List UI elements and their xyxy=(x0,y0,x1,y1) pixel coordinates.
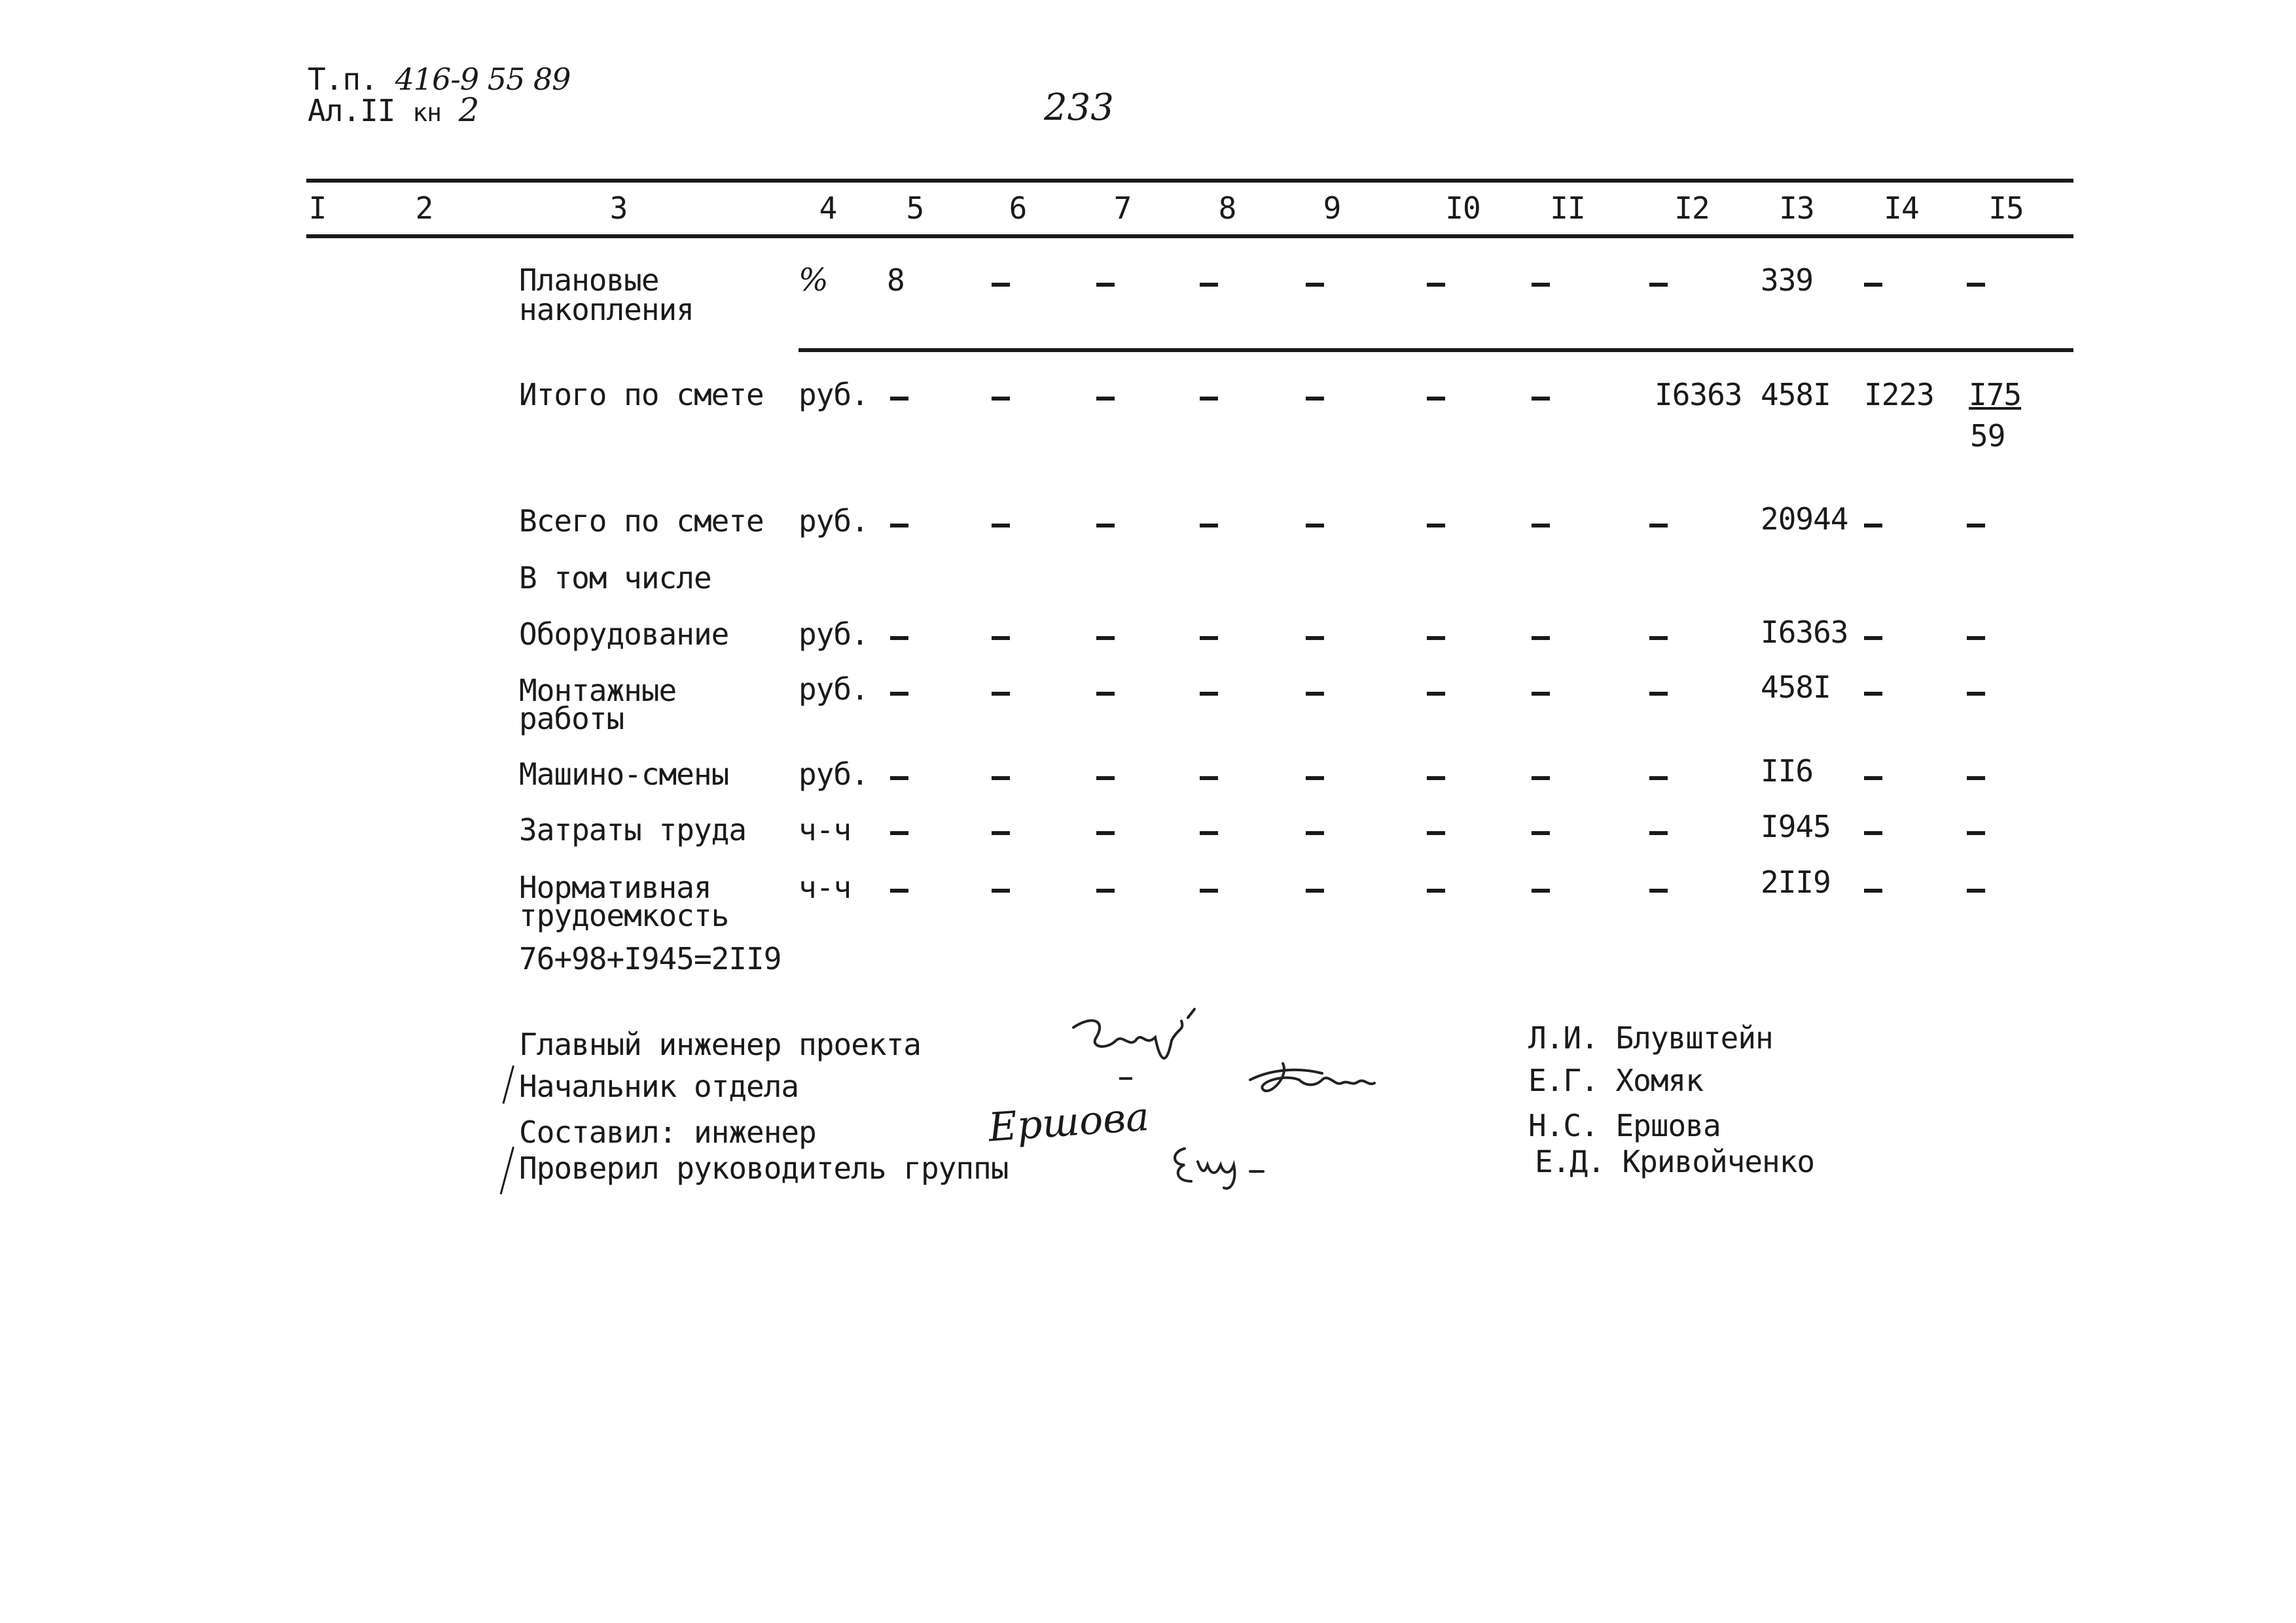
empty-cell-dash xyxy=(1532,283,1550,287)
empty-cell-dash xyxy=(1967,692,1985,696)
empty-cell-dash xyxy=(1649,283,1668,287)
empty-cell-dash xyxy=(1532,524,1550,527)
row-label: Нормативная xyxy=(519,870,711,905)
cell-c15-bottom: 59 xyxy=(1970,418,2005,454)
page-number: 233 xyxy=(1044,86,1114,129)
empty-cell-dash xyxy=(1967,776,1985,780)
empty-cell-dash xyxy=(1427,524,1445,527)
signature-scrawl-checked xyxy=(1165,1135,1296,1194)
col-header: 7 xyxy=(1113,190,1132,226)
empty-cell-dash xyxy=(1096,636,1115,640)
empty-cell-dash xyxy=(1096,889,1115,893)
row-unit: руб. xyxy=(798,377,869,412)
empty-cell-dash xyxy=(992,283,1010,287)
cell-c15-top: I75 xyxy=(1969,377,2022,412)
empty-cell-dash xyxy=(1200,889,1218,893)
signature-name-checked: Е.Д. Кривойченко xyxy=(1535,1144,1815,1179)
col-header: 4 xyxy=(819,190,837,226)
row-unit: руб. xyxy=(798,757,869,792)
empty-cell-dash xyxy=(890,831,908,835)
empty-cell-dash xyxy=(1096,524,1115,527)
empty-cell-dash xyxy=(1532,889,1550,893)
row-label-cont: трудоемкость xyxy=(519,898,729,933)
signature-name-head: Е.Г. Хомяк xyxy=(1528,1063,1703,1098)
empty-cell-dash xyxy=(1864,831,1882,835)
cell-c13: II6 xyxy=(1761,753,1814,789)
empty-cell-dash xyxy=(992,397,1010,401)
row-unit: руб. xyxy=(798,616,869,652)
cell-c5: 8 xyxy=(887,262,905,298)
cell-c13: I945 xyxy=(1761,809,1831,844)
formula: 76+98+I945=2II9 xyxy=(519,941,781,976)
empty-cell-dash xyxy=(1200,524,1218,527)
empty-cell-dash xyxy=(1532,692,1550,696)
empty-cell-dash xyxy=(1200,636,1218,640)
cell-c13: 458I xyxy=(1761,669,1831,705)
signature-handwritten-compiled: Ершова xyxy=(986,1094,1151,1151)
empty-cell-dash xyxy=(890,776,908,780)
empty-cell-dash xyxy=(1096,831,1115,835)
signature-role-head: Начальник отдела xyxy=(519,1069,799,1104)
margin-slash xyxy=(502,1065,514,1104)
empty-cell-dash xyxy=(1427,889,1445,893)
col-header: I0 xyxy=(1445,190,1480,226)
empty-cell-dash xyxy=(1200,397,1218,401)
col-header: I2 xyxy=(1674,190,1710,226)
empty-cell-dash xyxy=(1427,776,1445,780)
row-label: Монтажные xyxy=(519,673,677,708)
row-label: Всего по смете xyxy=(519,503,764,539)
doc-code-label: Т.п. xyxy=(308,62,378,97)
empty-cell-dash xyxy=(1864,283,1882,287)
empty-cell-dash xyxy=(1864,692,1882,696)
empty-cell-dash xyxy=(890,524,908,527)
empty-cell-dash xyxy=(1306,636,1324,640)
cell-c13: I6363 xyxy=(1761,615,1848,650)
book-number-handwritten: 2 xyxy=(458,91,479,129)
signature-role-checked: Проверил руководитель группы xyxy=(519,1150,1009,1186)
cell-c14: I223 xyxy=(1864,377,1934,412)
empty-cell-dash xyxy=(1649,889,1668,893)
row-label: Машино-смены xyxy=(519,757,729,792)
empty-cell-dash xyxy=(1967,889,1985,893)
empty-cell-dash xyxy=(1200,831,1218,835)
row-unit: ч-ч xyxy=(798,870,852,905)
empty-cell-dash xyxy=(1306,692,1324,696)
row-label: Затраты труда xyxy=(519,812,747,847)
empty-cell-dash xyxy=(992,692,1010,696)
col-header: 5 xyxy=(906,190,924,226)
margin-slash xyxy=(500,1147,514,1194)
row-unit: руб. xyxy=(798,671,869,707)
empty-cell-dash xyxy=(992,636,1010,640)
row-label: Плановые xyxy=(519,262,659,298)
col-header: 2 xyxy=(415,190,433,226)
empty-cell-dash xyxy=(890,692,908,696)
row-unit: руб. xyxy=(798,503,869,539)
empty-cell-dash xyxy=(1096,283,1115,287)
empty-cell-dash xyxy=(1306,283,1324,287)
empty-cell-dash xyxy=(1532,636,1550,640)
col-header: II xyxy=(1550,190,1585,226)
cell-c13: 339 xyxy=(1761,262,1814,298)
empty-cell-dash xyxy=(1306,831,1324,835)
subtotal-rule xyxy=(798,348,2073,352)
empty-cell-dash xyxy=(1427,283,1445,287)
col-header: I xyxy=(308,190,327,226)
empty-cell-dash xyxy=(1306,397,1324,401)
doc-code-handwritten: 416-9 55 89 xyxy=(395,62,571,97)
signature-name-chief: Л.И. Блувштейн xyxy=(1528,1020,1773,1056)
empty-cell-dash xyxy=(1096,397,1115,401)
cell-c13: 458I xyxy=(1761,377,1831,412)
col-header: 6 xyxy=(1009,190,1027,226)
row-label-vtom: В том числе xyxy=(519,560,711,596)
row-label: Итого по смете xyxy=(519,377,764,412)
empty-cell-dash xyxy=(1427,831,1445,835)
signature-scrawl-head xyxy=(1244,1050,1394,1103)
col-header: I4 xyxy=(1884,190,1919,226)
empty-cell-dash xyxy=(890,889,908,893)
cell-c13: 2II9 xyxy=(1761,865,1831,900)
empty-cell-dash xyxy=(1427,636,1445,640)
empty-cell-dash xyxy=(1967,831,1985,835)
empty-cell-dash xyxy=(1649,636,1668,640)
empty-cell-dash xyxy=(1967,524,1985,527)
empty-cell-dash xyxy=(1532,776,1550,780)
empty-cell-dash xyxy=(1200,776,1218,780)
empty-cell-dash xyxy=(1306,524,1324,527)
row-unit: ч-ч xyxy=(798,812,852,847)
empty-cell-dash xyxy=(1532,831,1550,835)
empty-cell-dash xyxy=(1427,692,1445,696)
table-head-rule xyxy=(306,234,2073,238)
empty-cell-dash xyxy=(1200,283,1218,287)
row-unit: % xyxy=(798,262,829,298)
empty-cell-dash xyxy=(1427,397,1445,401)
empty-cell-dash xyxy=(1649,692,1668,696)
empty-cell-dash xyxy=(1200,692,1218,696)
book-label: кн xyxy=(412,98,441,127)
empty-cell-dash xyxy=(890,397,908,401)
empty-cell-dash xyxy=(1864,636,1882,640)
empty-cell-dash xyxy=(1649,776,1668,780)
empty-cell-dash xyxy=(1864,889,1882,893)
row-label: Оборудование xyxy=(519,616,729,652)
empty-cell-dash xyxy=(1967,283,1985,287)
empty-cell-dash xyxy=(1306,889,1324,893)
empty-cell-dash xyxy=(1649,524,1668,527)
col-header: 8 xyxy=(1218,190,1236,226)
empty-cell-dash xyxy=(1864,524,1882,527)
signature-role-chief: Главный инженер проекта xyxy=(519,1027,921,1062)
empty-cell-dash xyxy=(1967,636,1985,640)
cell-c13: 20944 xyxy=(1761,501,1848,537)
cell-c12: I6363 xyxy=(1655,377,1742,412)
album-label: Ал.II xyxy=(308,93,395,128)
signature-role-compiled: Составил: инженер xyxy=(519,1115,816,1150)
empty-cell-dash xyxy=(1306,776,1324,780)
row-label-cont: накопления xyxy=(519,292,694,327)
empty-cell-dash xyxy=(1864,776,1882,780)
empty-cell-dash xyxy=(992,889,1010,893)
empty-cell-dash xyxy=(1532,397,1550,401)
empty-cell-dash xyxy=(1096,692,1115,696)
table-top-rule xyxy=(306,179,2073,183)
col-header: I3 xyxy=(1779,190,1814,226)
col-header: 3 xyxy=(609,190,628,226)
empty-cell-dash xyxy=(890,636,908,640)
empty-cell-dash xyxy=(1096,776,1115,780)
col-header: 9 xyxy=(1323,190,1341,226)
empty-cell-dash xyxy=(992,524,1010,527)
empty-cell-dash xyxy=(992,776,1010,780)
empty-cell-dash xyxy=(992,831,1010,835)
col-header: I5 xyxy=(1988,190,2024,226)
signature-scrawl-chief xyxy=(1067,1001,1211,1086)
empty-cell-dash xyxy=(1649,831,1668,835)
row-label-cont: работы xyxy=(519,701,624,736)
signature-name-compiled: Н.С. Ершова xyxy=(1528,1108,1721,1143)
